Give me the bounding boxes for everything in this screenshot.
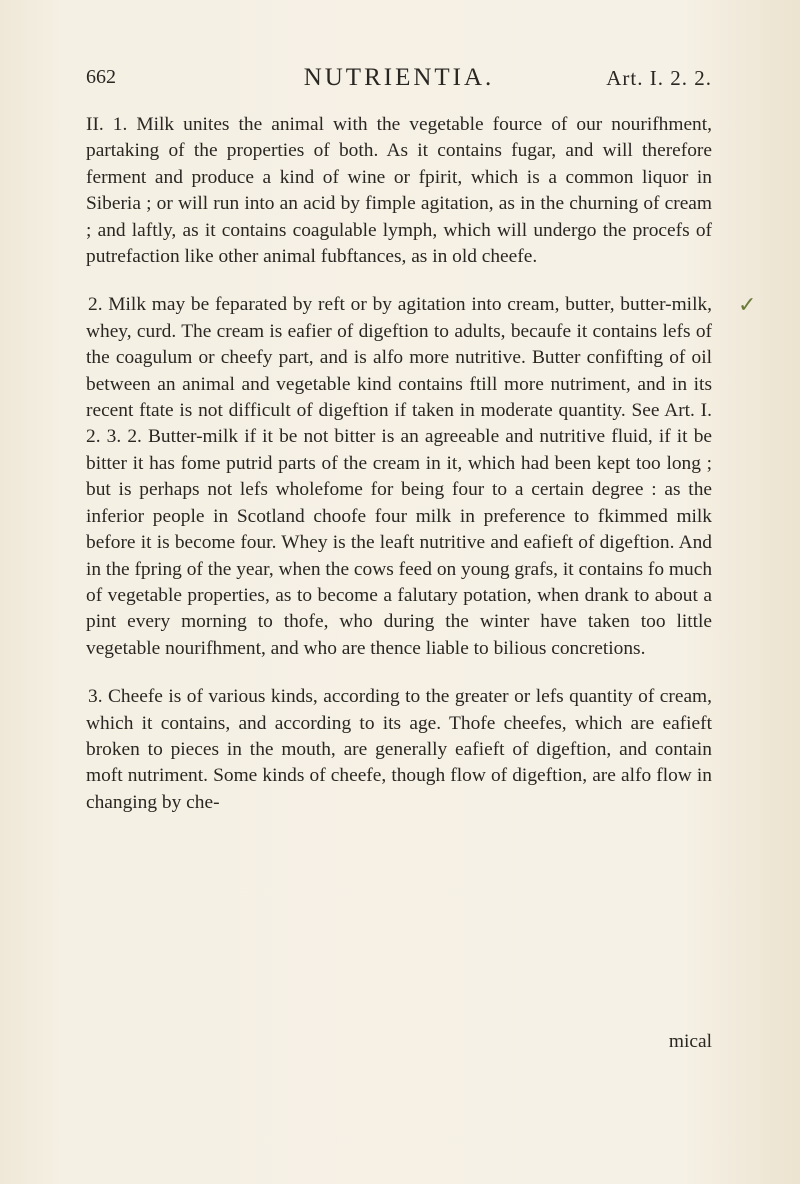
paragraph-milk-separation: 2. Milk may be feparated by reft or by agitation into cream, butter, butter-milk, whey, curd. The cream is eafier of digeftion to adults, becaufe it contains lefs of the coagulum or cheefy part, and is alfo more nutritive. Butter confifting of oil between an animal and vegetable kind contains ftill more nutriment, and in its recent ftate is not difficult of digeftion if taken in moderate quantity. See Art. I. 2. 3. 2. Butter-milk if it be not bitter is an agreeable and nutritive fluid, if it be bitter it has fome putrid parts of the cream in it, which had been kept too long ; but is perhaps not lefs wholefome for being four to a certain degree : as the inferior people in Scotland choofe four milk in preference to fkimmed milk before it is become four. Whey is the leaft nutritive and eafieft of digeftion. And in the fpring of the year, when the cows feed on young grafs, it contains fo much of vegetable properties, as to become a falutary potation, when drank to about a pint every morning to thofe, who during the winter have taken too little vegetable nourifhment, and who are thence liable to bilious concretions. [86, 294, 713, 659]
check-mark-icon: ✓ [738, 292, 757, 317]
body-text [86, 112, 712, 816]
paragraph-cheese: 3. Cheefe is of various kinds, according to the greater or lefs quantity of cream, which it contains, and according to its age. Thofe cheefes, which are eafieft broken to pieces in the mouth, are generally eafieft of digeftion, and contain moft nutriment. Some kinds of cheefe, though flow of digeftion, are alfo flow in changing by che- [86, 686, 712, 813]
running-title: NUTRIENTIA. [303, 64, 495, 91]
page-header [86, 66, 712, 96]
section-reference: Art. I. 2. 2. [606, 66, 712, 90]
paragraph-milk-intro: II. 1. Milk unites the animal with the vegetable fource of our nourifhment, partaking of the properties of both. As it contains fugar, and will therefore ferment and produce a kind of wine or fpirit, which is a common liquor in Siberia ; or will run into an acid by fimple agitation, as in the churning of cream ; and laftly, as it contains coagulable lymph, which will undergo the procefs of putrefaction like other animal fubftances, as in old cheefe. [86, 114, 712, 268]
page-number: 662 [86, 66, 116, 88]
catchword: mical [668, 1031, 712, 1052]
